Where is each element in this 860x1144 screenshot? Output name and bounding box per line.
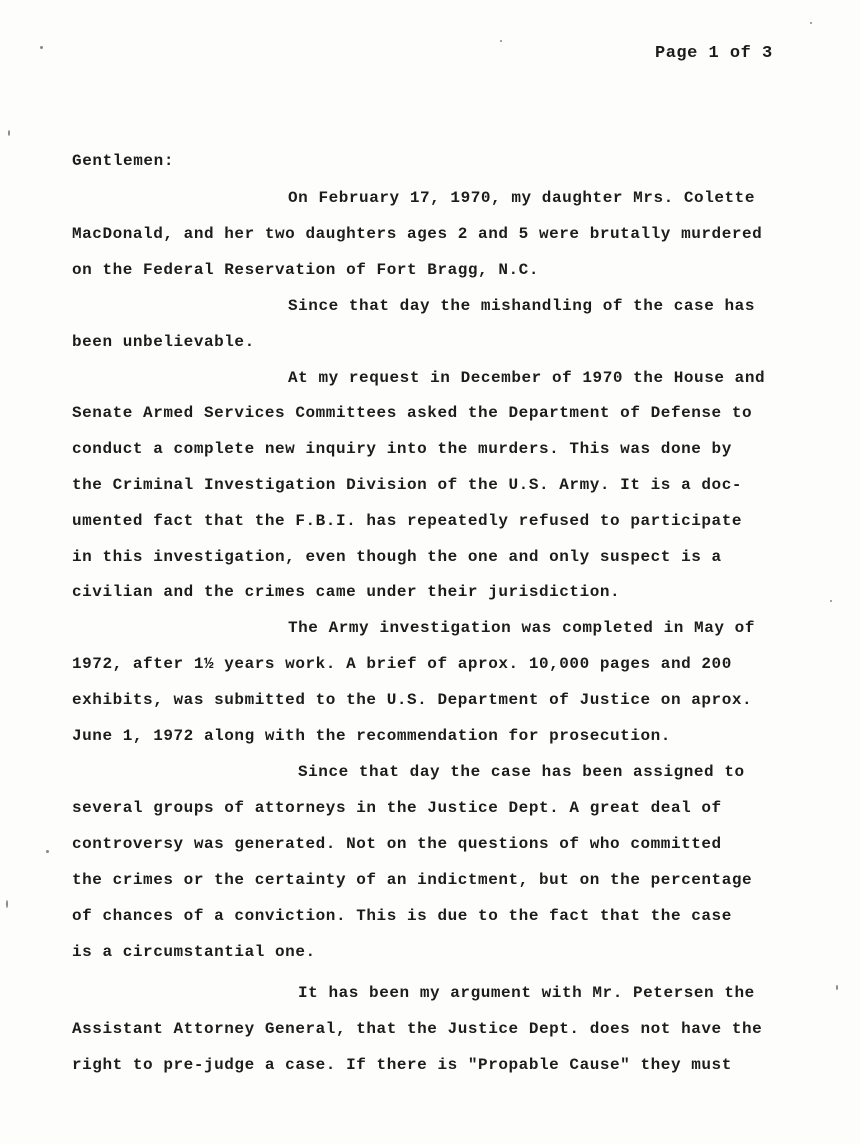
paragraph-3-line-6: in this investigation, even though the one and only suspect is a (72, 548, 722, 566)
paragraph-2-line-1: Since that day the mishandling of the case has (288, 297, 755, 315)
paragraph-3-line-1: At my request in December of 1970 the House and (288, 369, 766, 387)
paragraph-2-line-2: been unbelievable. (72, 333, 255, 351)
scan-speck (836, 985, 838, 990)
paragraph-6-line-1: It has been my argument with Mr. Petersen the (298, 984, 755, 1002)
paragraph-1-line-3: on the Federal Reservation of Fort Bragg, N.C. (72, 261, 539, 279)
scan-speck (830, 600, 832, 602)
paragraph-3-line-3: conduct a complete new inquiry into the murders. This was done by (72, 440, 732, 458)
paragraph-1-line-2: MacDonald, and her two daughters ages 2 and 5 were brutally murdered (72, 225, 763, 243)
paragraph-3-line-2: Senate Armed Services Committees asked the Department of Defense to (72, 404, 753, 422)
scan-speck (810, 22, 812, 24)
paragraph-6-line-2: Assistant Attorney General, that the Justice Dept. does not have the (72, 1020, 763, 1038)
paragraph-5-line-4: the crimes or the certainty of an indictment, but on the percentage (72, 871, 753, 889)
scan-speck (40, 46, 43, 49)
paragraph-4-line-4: June 1, 1972 along with the recommendation for prosecution. (72, 727, 671, 745)
paragraph-3-line-4: the Criminal Investigation Division of the U.S. Army. It is a doc- (72, 476, 743, 494)
paragraph-4-line-3: exhibits, was submitted to the U.S. Department of Justice on aprox. (72, 691, 753, 709)
paragraph-5-line-6: is a circumstantial one. (72, 943, 316, 961)
paragraph-5-line-2: several groups of attorneys in the Justice Dept. A great deal of (72, 799, 722, 817)
page-number: Page 1 of 3 (655, 44, 773, 63)
paragraph-3-line-5: umented fact that the F.B.I. has repeatedly refused to participate (72, 512, 743, 530)
salutation: Gentlemen: (72, 152, 175, 170)
paragraph-5-line-5: of chances of a conviction. This is due to the fact that the case (72, 907, 732, 925)
paragraph-4-line-1: The Army investigation was completed in May of (288, 619, 755, 637)
paragraph-1-line-1: On February 17, 1970, my daughter Mrs. Colette (288, 189, 755, 207)
scan-speck (500, 40, 502, 42)
paragraph-3-line-7: civilian and the crimes came under their jurisdiction. (72, 583, 621, 601)
paragraph-5-line-3: controversy was generated. Not on the questions of who committed (72, 835, 722, 853)
scan-speck (46, 850, 49, 853)
scan-speck (6, 900, 8, 908)
paragraph-5-line-1: Since that day the case has been assigned to (298, 763, 745, 781)
paragraph-4-line-2: 1972, after 1½ years work. A brief of aprox. 10,000 pages and 200 (72, 655, 732, 673)
paragraph-6-line-3: right to pre-judge a case. If there is "Propable Cause" they must (72, 1056, 732, 1074)
scan-speck (8, 130, 10, 136)
